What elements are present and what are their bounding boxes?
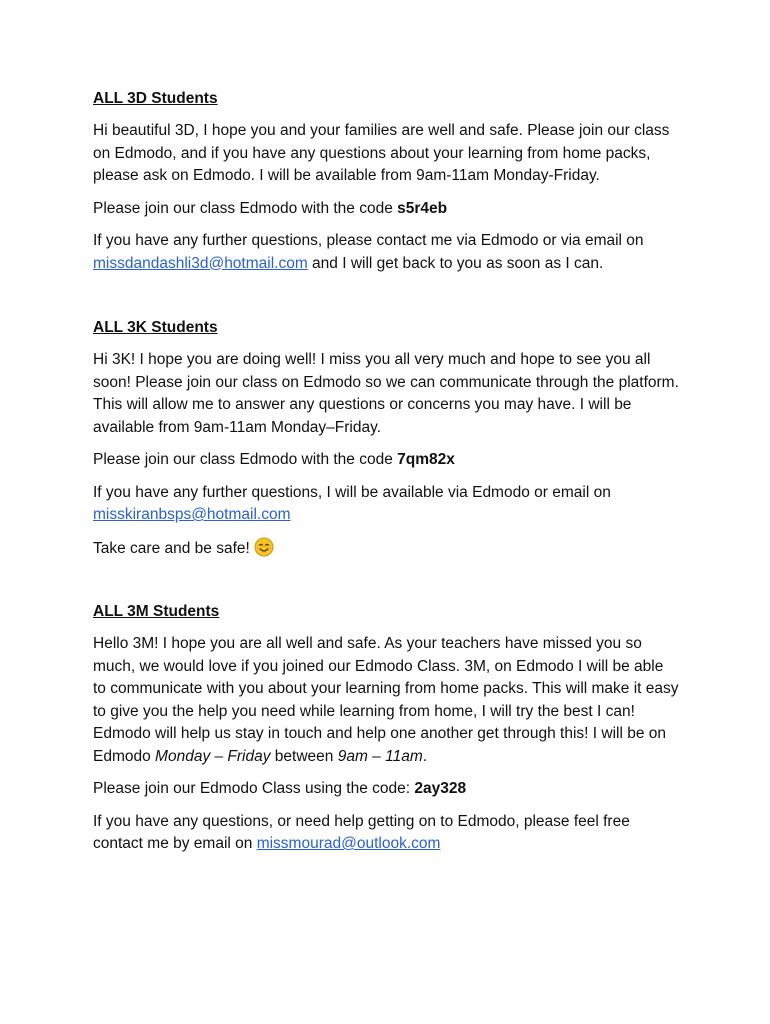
section-heading-3d: ALL 3D Students — [93, 90, 218, 107]
join-text-3d: Please join our class Edmodo with the code — [93, 199, 398, 217]
smile-face — [255, 538, 273, 556]
join-code-line-3k — [93, 449, 680, 472]
join-text-3m: Please join our Edmodo Class using the code: — [93, 780, 415, 797]
email-link-3d[interactable]: missdandashli3d@hotmail.com — [93, 254, 308, 272]
hours-text-3m: 9am – 11am — [337, 747, 423, 765]
contact-suffix-3d: and I will get back to you as soon as I can. — [307, 254, 604, 272]
class-code-3m: 2ay328 — [414, 780, 467, 797]
contact-paragraph-3m — [93, 811, 680, 856]
email-link-3m[interactable]: missmourad@outlook.com — [256, 835, 441, 852]
intro-paragraph-3k: Hi 3K! I hope you are doing well! I miss you all very much and hope to see you all soon! Please join our class on Edmodo so we can communicate through the platform. This will allow me to answer any questions or concerns you may have. I will be available from 9am-11am Monday–Friday. — [93, 351, 679, 436]
section-heading-3m: ALL 3M Students — [93, 603, 220, 620]
contact-paragraph-3d — [93, 230, 680, 275]
contact-text-3d: If you have any further questions, please contact me via Edmodo or via email on — [93, 232, 644, 249]
contact-paragraph-3k — [93, 482, 680, 527]
period-3m: . — [422, 747, 428, 765]
intro-paragraph-3m — [93, 633, 680, 768]
section-heading-3k: ALL 3K Students — [93, 319, 218, 336]
contact-text-3k: If you have any further questions, I will be available via Edmodo or email on — [93, 483, 611, 501]
join-code-line-3m — [93, 778, 680, 801]
class-code-3k: 7qm82x — [397, 451, 455, 468]
intro-text-3m: Hello 3M! I hope you are all well and safe. As your teachers have missed you so much, we would love if you joined our Edmodo Class. 3M, on Edmodo I will be able to communicate with you about your learning from home packs. This will make it easy to give you the help you need while learning from home, I will try the best I can! Edmodo will help us stay in touch and help one another get through this! I will be on Edmodo — [93, 635, 679, 765]
smiling-face-icon — [254, 537, 274, 557]
join-code-line-3d — [93, 198, 680, 221]
join-text-3k: Please join our class Edmodo with the code — [93, 451, 398, 468]
days-text-3m: Monday – Friday — [155, 747, 271, 765]
section-3k — [93, 317, 680, 560]
section-3d — [93, 88, 680, 275]
closing-text-3k: Take care and be safe! — [93, 539, 250, 557]
email-link-3k[interactable]: misskiranbsps@hotmail.com — [93, 506, 291, 523]
intro-paragraph-3d: Hi beautiful 3D, I hope you and your families are well and safe. Please join our class on Edmodo, and if you have any questions about your learning from home packs, please ask on Edmodo. I will be available from 9am-11am Monday-Friday. — [93, 122, 670, 184]
smile-cheek-right — [267, 548, 270, 550]
contact-text-3m: If you have any questions, or need help getting on to Edmodo, please feel free contact me by email on — [93, 812, 630, 852]
smile-cheek-left — [257, 548, 260, 550]
between-text-3m: between — [270, 747, 338, 765]
closing-line-3k — [93, 537, 680, 561]
class-code-3d: s5r4eb — [397, 199, 448, 217]
section-3m — [93, 601, 680, 856]
